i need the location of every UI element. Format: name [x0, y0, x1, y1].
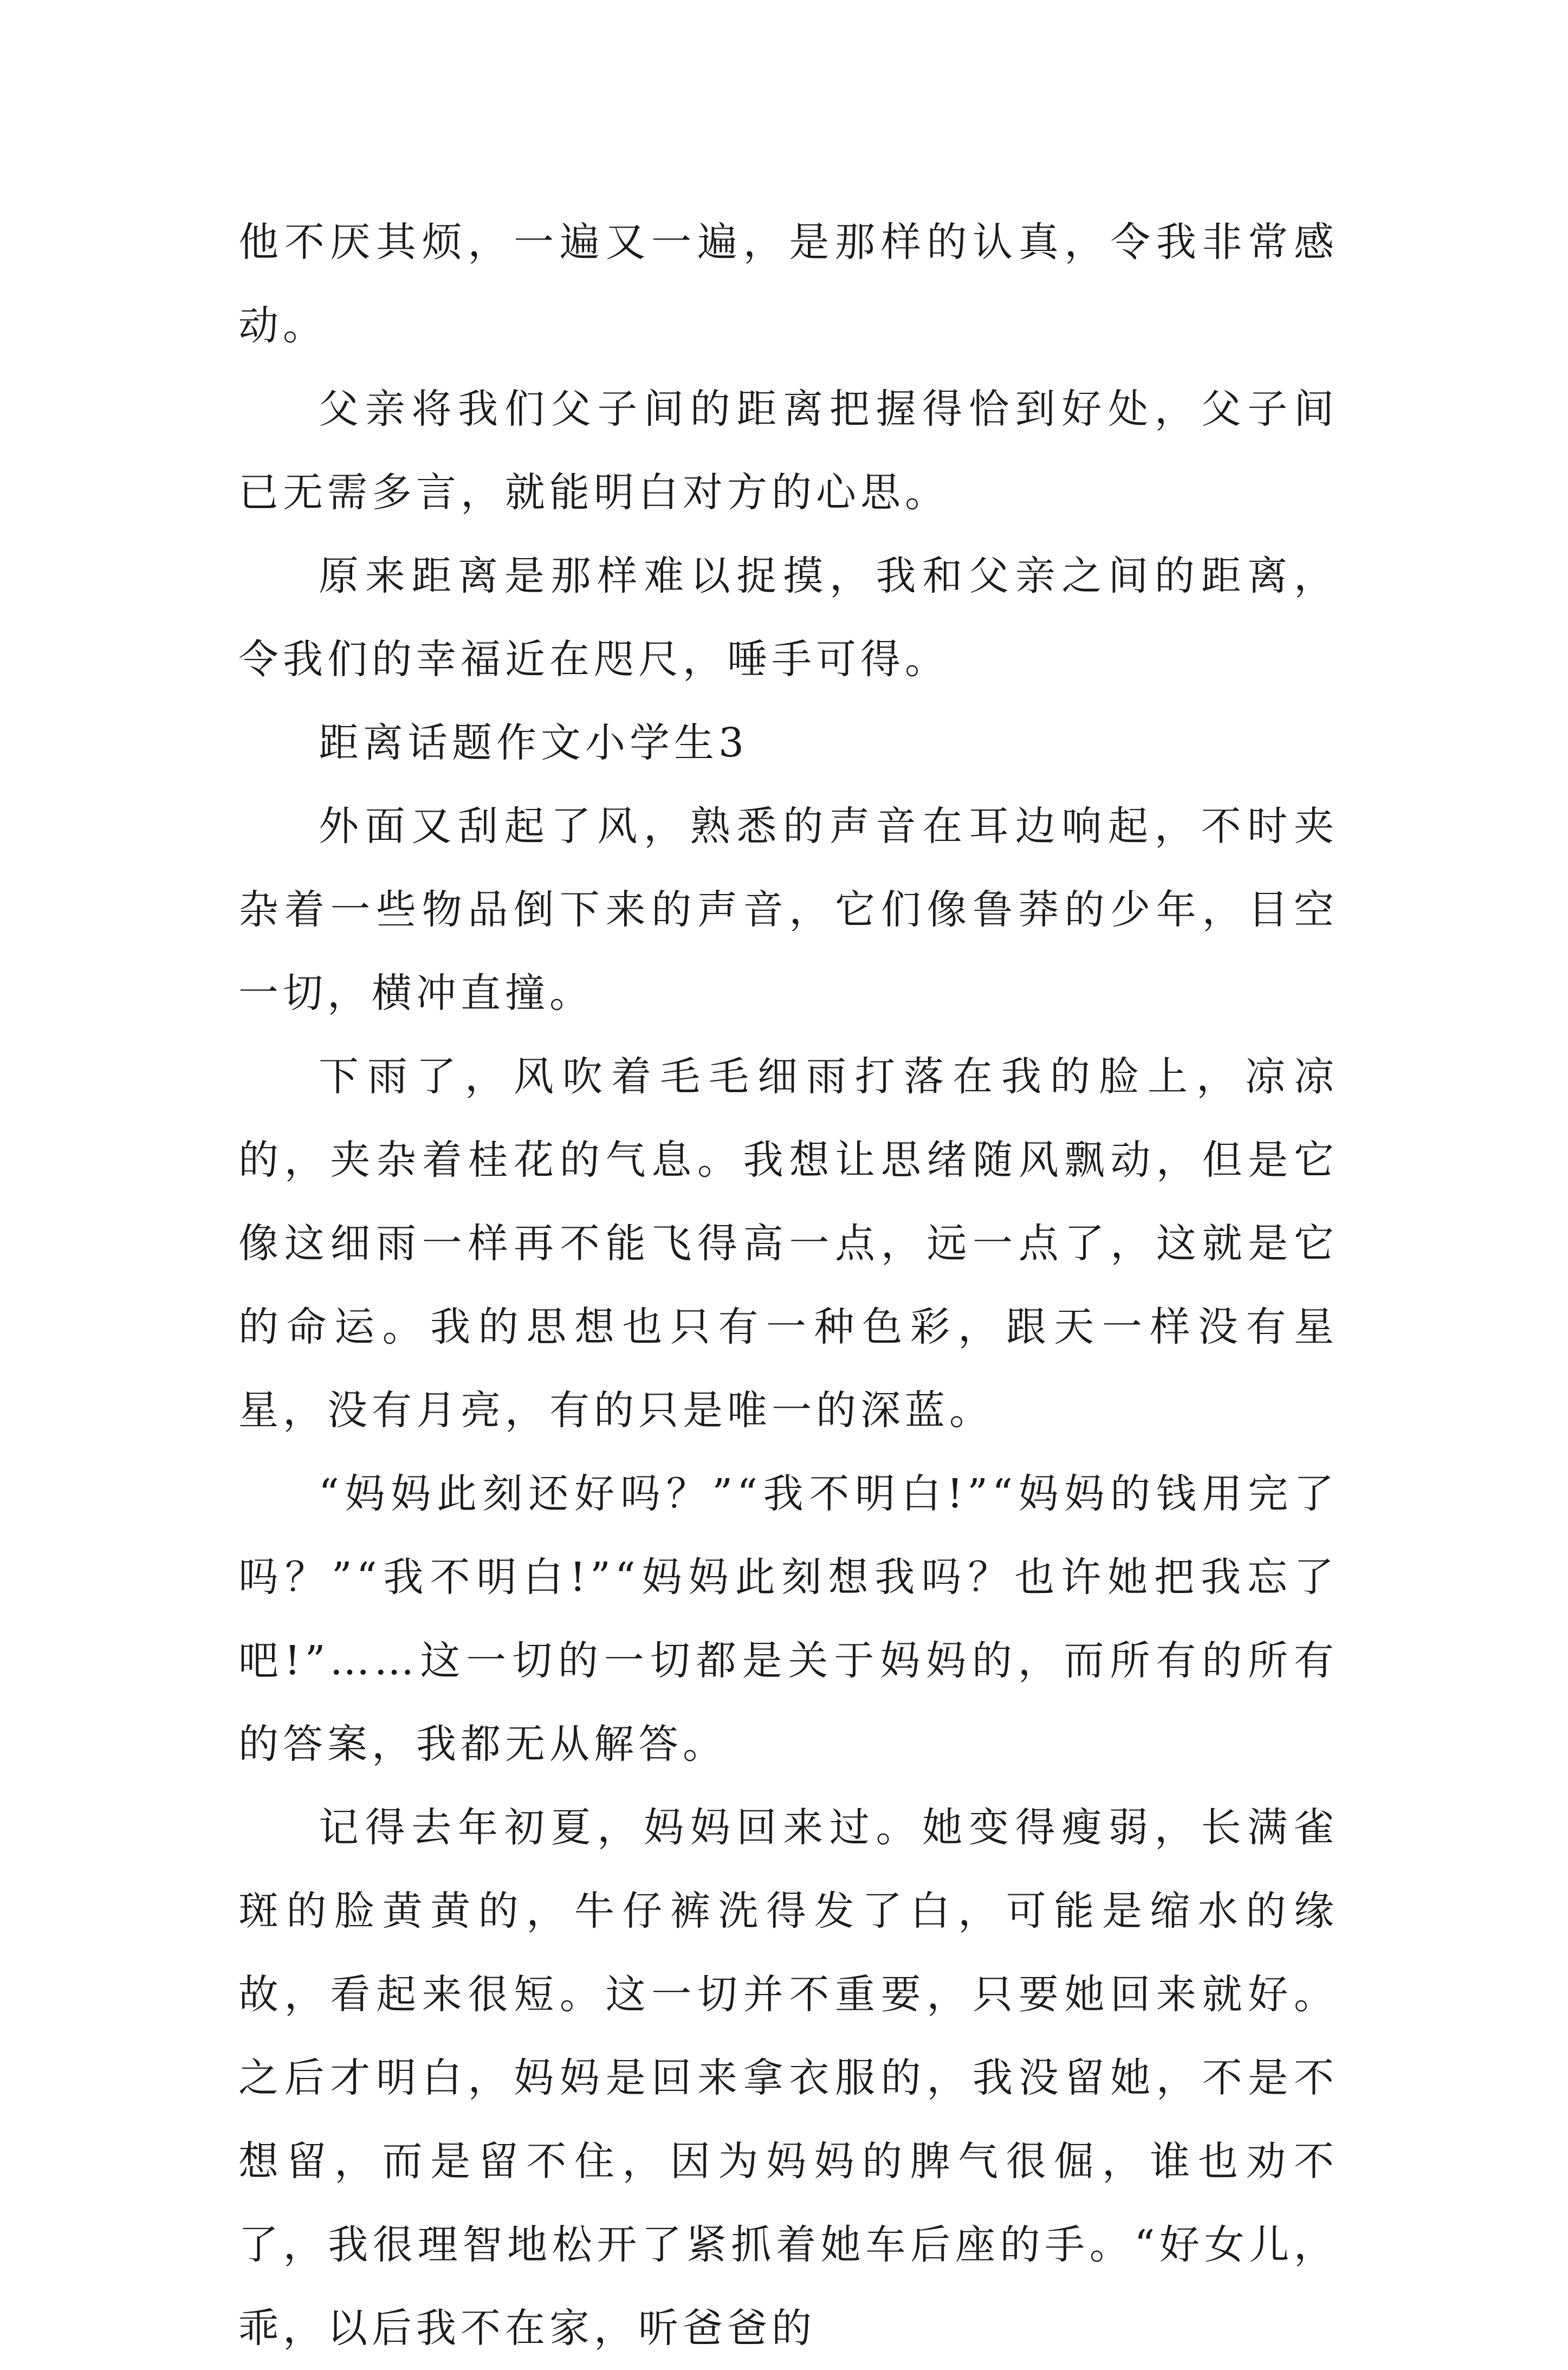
paragraph: 他不厌其烦，一遍又一遍，是那样的认真，令我非常感动。 — [238, 219, 1338, 349]
paragraph: 外面又刮起了风，熟悉的声音在耳边响起，不时夹杂着一些物品倒下来的声音，它们像鲁莽的少年，目空一切，横冲直撞。 — [238, 803, 1338, 1016]
paragraph: 原来距离是那样难以捉摸，我和父亲之间的距离，令我们的幸福近在咫尺，唾手可得。 — [238, 553, 1338, 683]
body-text — [238, 200, 1338, 2370]
paragraph: “妈妈此刻还好吗？”“我不明白!”“妈妈的钱用完了吗？”“我不明白!”“妈妈此刻想我吗？也许她把我忘了吧!”……这一切的一切都是关于妈妈的，而所有的所有的答案，我都无从解答。 — [238, 1471, 1338, 1767]
paragraph: 记得去年初夏，妈妈回来过。她变得瘦弱，长满雀斑的脸黄黄的，牛仔裤洗得发了白，可能是缩水的缘故，看起来很短。这一切并不重要，只要她回来就好。之后才明白，妈妈是回来拿衣服的，我没留她，不是不想留，而是留不住，因为妈妈的脾气很倔，谁也劝不了，我很理智地松开了紧抓着她车后座的手。“好女儿，乖，以后我不在家，听爸爸的 — [238, 1804, 1338, 2352]
paragraph: 下雨了，风吹着毛毛细雨打落在我的脸上，凉凉的，夹杂着桂花的气息。我想让思绪随风飘动，但是它像这细雨一样再不能飞得高一点，远一点了，这就是它的命运。我的思想也只有一种色彩，跟天一样没有星星，没有月亮，有的只是唯一的深蓝。 — [238, 1053, 1338, 1434]
paragraph: 父亲将我们父子间的距离把握得恰到好处，父子间已无需多言，就能明白对方的心思。 — [238, 386, 1338, 516]
section-heading: 距离话题作文小学生3 — [319, 720, 749, 766]
